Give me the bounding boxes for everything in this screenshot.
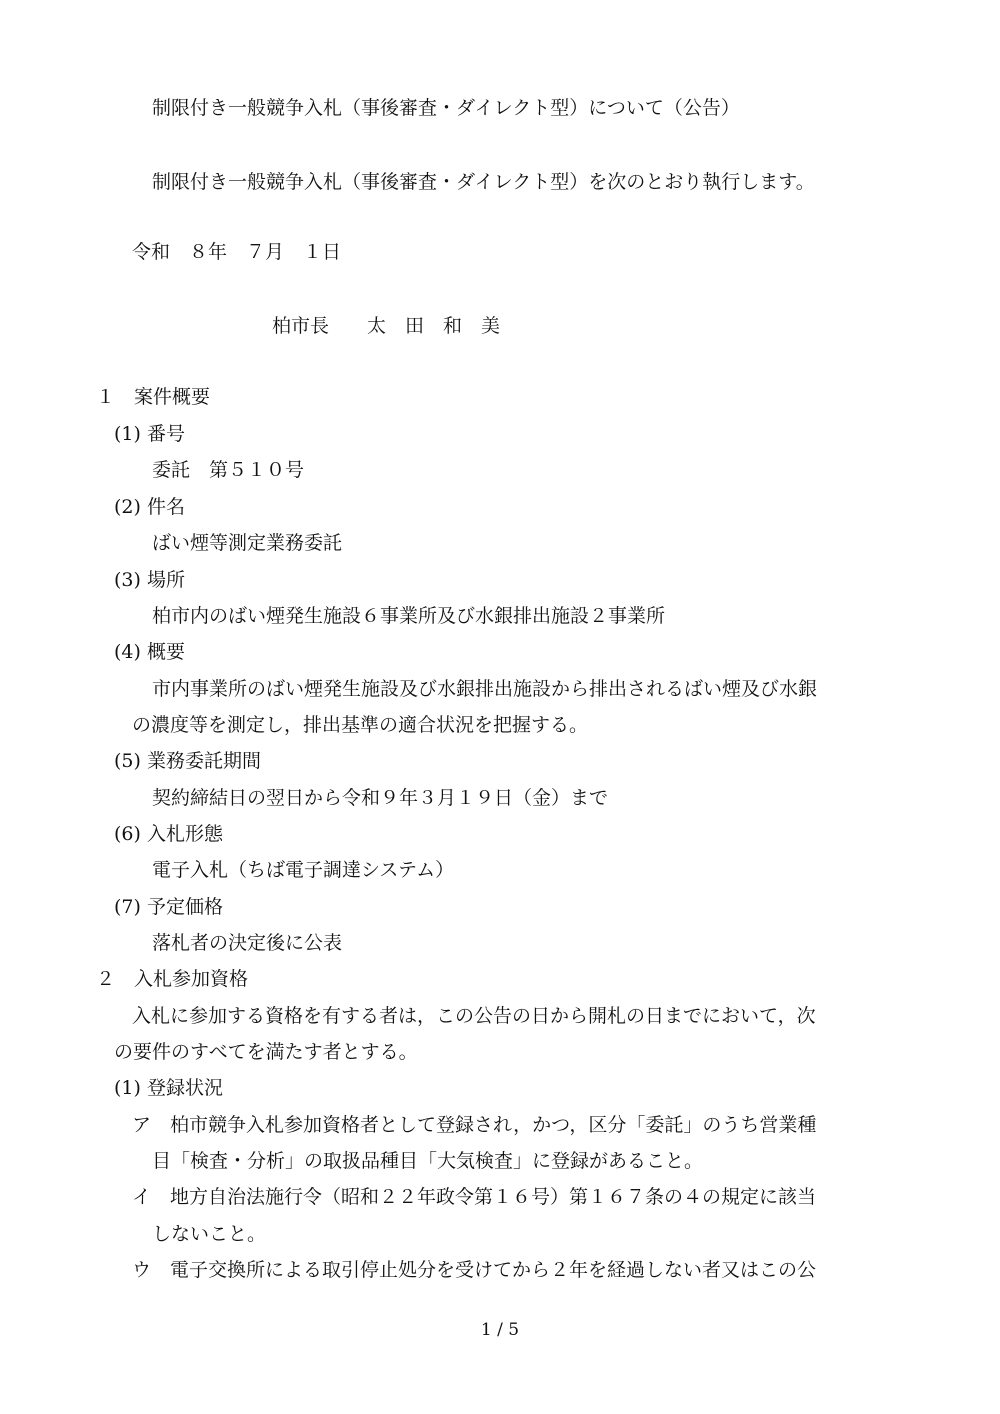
item1-text: 委託 第５１０号 [152,459,305,481]
sub1-b-line1: イ 地方自治法施行令（昭和２２年政令第１６号）第１６７条の４の規定に該当 [132,1186,817,1208]
item5-text: 契約締結日の翌日から令和９年３月１９日（金）まで [152,787,609,809]
item1-label: (1) 番号 [114,423,185,445]
issue-date: 令和 ８年 ７月 １日 [132,241,342,263]
sub1-a-line1: ア 柏市競争入札参加資格者として登録され，かつ，区分「委託」のうち営業種 [132,1114,817,1136]
section2-para-line2: の要件のすべてを満たす者とする。 [114,1041,418,1063]
item4-label: (4) 概要 [114,641,185,663]
item2-label: (2) 件名 [114,496,185,518]
section1-heading: １ 案件概要 [96,386,211,408]
intro-text: 制限付き一般競争入札（事後審査・ダイレクト型）を次のとおり執行します。 [152,171,815,193]
section2-para-line1: 入札に参加する資格を有する者は，この公告の日から開札の日までにおいて，次 [132,1005,816,1027]
item4-text-line1: 市内事業所のばい煙発生施設及び水銀排出施設から排出されるばい煙及び水銀 [152,678,818,700]
item7-text: 落札者の決定後に公表 [152,932,343,954]
issuer-name: 柏市長 太 田 和 美 [272,315,501,337]
item3-label: (3) 場所 [114,569,185,591]
item3-text: 柏市内のばい煙発生施設６事業所及び水銀排出施設２事業所 [152,605,666,627]
item6-label: (6) 入札形態 [114,823,223,845]
section2-heading: ２ 入札参加資格 [96,968,249,990]
item2-text: ばい煙等測定業務委託 [152,532,343,554]
sub1-b-line2: しないこと。 [152,1223,267,1245]
page-number: 1 / 5 [480,1320,520,1340]
item7-label: (7) 予定価格 [114,896,223,918]
sub1-c-line1: ウ 電子交換所による取引停止処分を受けてから２年を経過しない者又はこの公 [132,1259,817,1281]
sub1-label: (1) 登録状況 [114,1077,223,1099]
item6-text: 電子入札（ちば電子調達システム） [152,859,455,881]
item5-label: (5) 業務委託期間 [114,750,261,772]
sub1-a-line2: 目「検査・分析」の取扱品種目「大気検査」に登録があること。 [152,1150,704,1172]
document-title: 制限付き一般競争入札（事後審査・ダイレクト型）について（公告） [152,97,740,119]
item4-text-line2: の濃度等を測定し，排出基準の適合状況を把握する。 [132,714,589,736]
